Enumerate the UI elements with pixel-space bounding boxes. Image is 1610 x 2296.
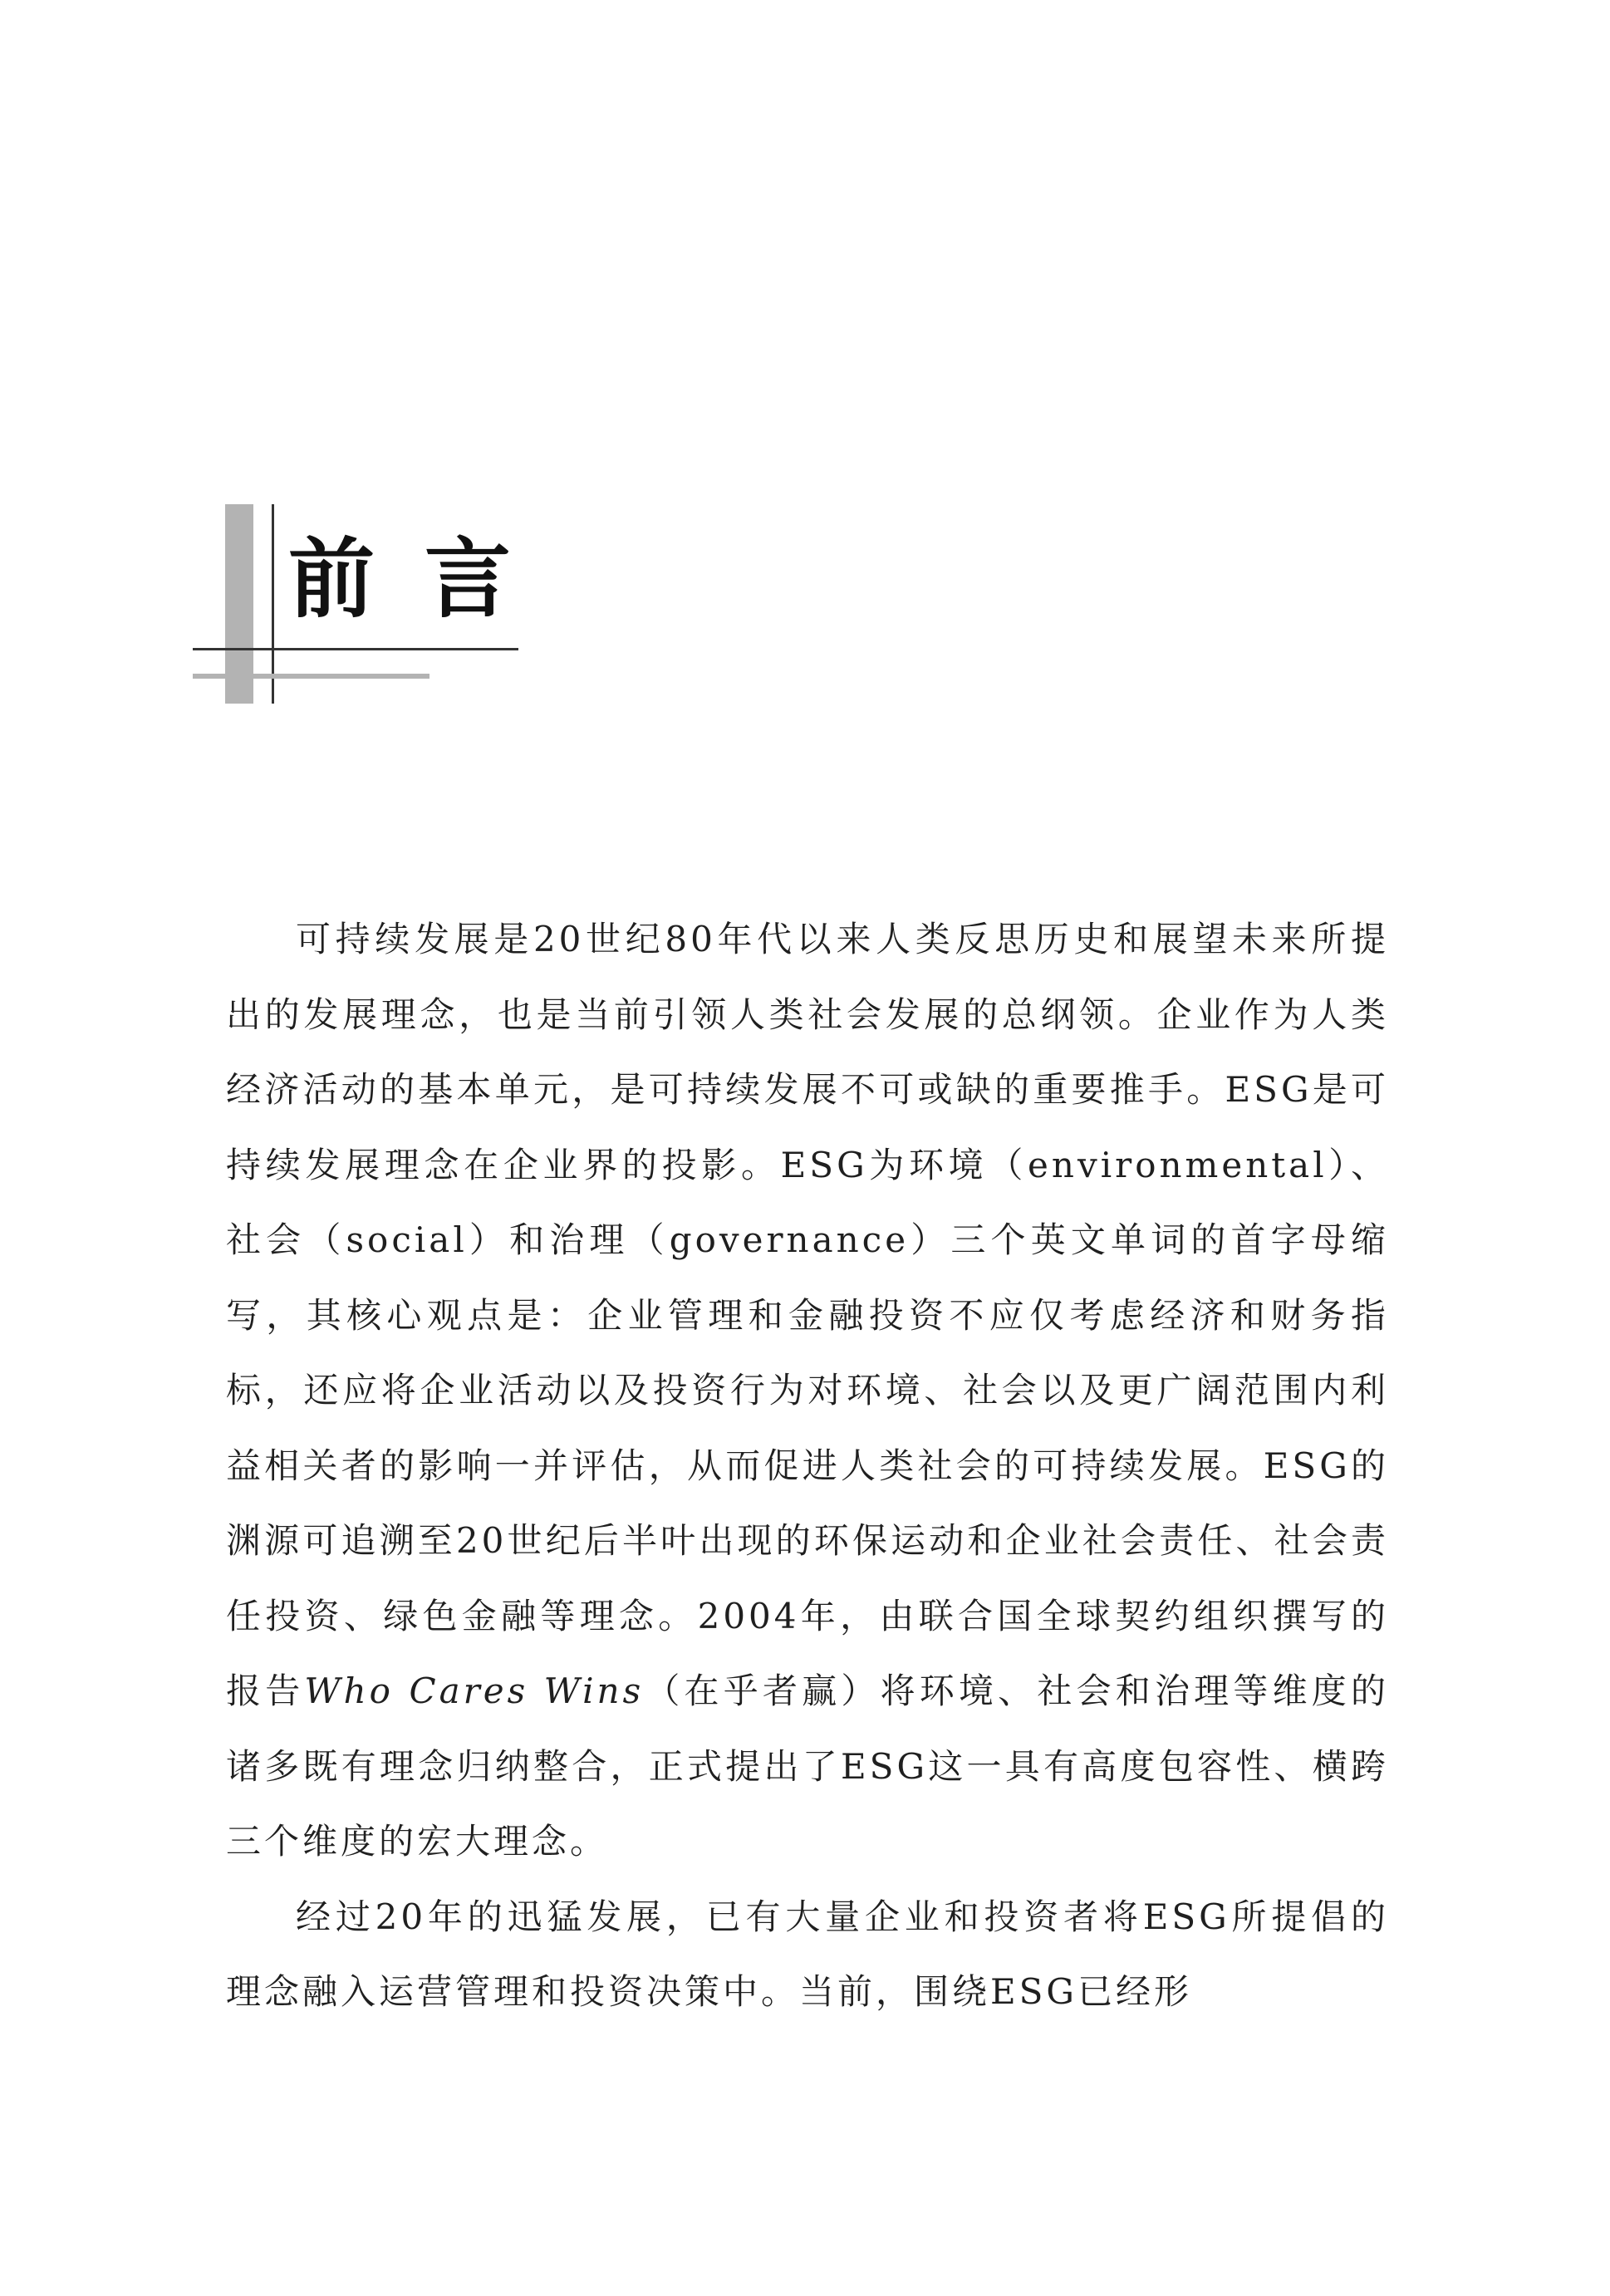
paragraph-1-text-continued: （在乎者赢）将环境、社会和治理等维度的诸多既有理念归纳整合，正式提出了ESG这一具有高度包容性、横跨三个维度的宏大理念。	[226, 1670, 1389, 1862]
paragraph-1	[226, 902, 1389, 1880]
report-title: Who Cares Wins	[304, 1670, 645, 1711]
page-title: 前言	[288, 527, 562, 630]
heading-underline	[193, 648, 518, 650]
paragraph-2: 经过20年的迅猛发展，已有大量企业和投资者将ESG所提倡的理念融入运营管理和投资决策中。当前，围绕ESG已经形	[226, 1896, 1389, 2012]
heading-decoration-gray-line	[193, 674, 429, 679]
body-text	[226, 902, 1389, 2030]
paragraph-1-text: 可持续发展是20世纪80年代以来人类反思历史和展望未来所提出的发展理念，也是当前引领人类社会发展的总纲领。企业作为人类经济活动的基本单元，是可持续发展不可或缺的重要推手。ESG是可持续发展理念在企业界的投影。ESG为环境（environmental）、社会（social）和治理（governance）三个英文单词的首字母缩写，其核心观点是：企业管理和金融投资不应仅考虑经济和财务指标，还应将企业活动以及投资行为对环境、社会以及更广阔范围内利益相关者的影响一并评估，从而促进人类社会的可持续发展。ESG的渊源可追溯至20世纪后半叶出现的环保运动和企业社会责任、社会责任投资、绿色金融等理念。2004年，由联合国全球契约组织撰写的报告	[226, 919, 1389, 1711]
